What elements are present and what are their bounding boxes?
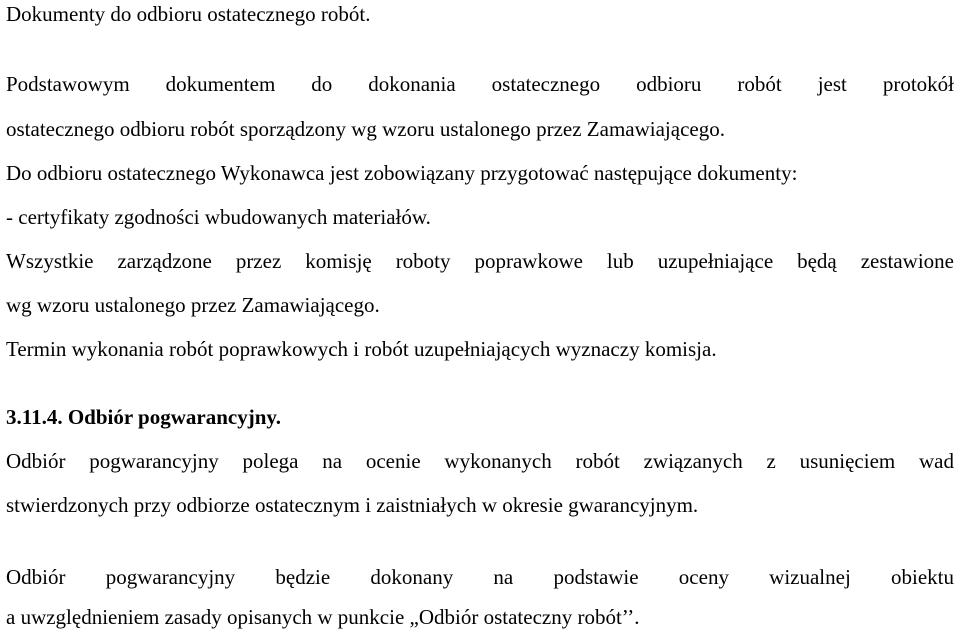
paragraph-line-5: Wszystkie zarządzone przez komisję roboty poprawkowe lub uzupełniające będą zestawione — [6, 249, 954, 273]
paragraph-line-7: Termin wykonania robót poprawkowych i robót uzupełniających wyznaczy komisja. — [6, 337, 717, 361]
section-paragraph-line-3: Odbiór pogwarancyjny będzie dokonany na podstawie oceny wizualnej obiektu — [6, 565, 954, 589]
paragraph-line-1: Podstawowym dokumentem do dokonania ostatecznego odbioru robót jest protokół — [6, 72, 954, 96]
section-paragraph-line-1: Odbiór pogwarancyjny polega na ocenie wykonanych robót związanych z usunięciem wad — [6, 449, 954, 473]
section-paragraph-line-4: a uwzględnieniem zasady opisanych w punkcie „Odbiór ostateczny robót’’. — [6, 605, 640, 629]
paragraph-line-3: Do odbioru ostatecznego Wykonawca jest zobowiązany przygotować następujące dokumenty: — [6, 161, 798, 185]
section-paragraph-line-2: stwierdzonych przy odbiorze ostatecznym i zaistniałych w okresie gwarancyjnym. — [6, 493, 699, 517]
paragraph-line-6: wg wzoru ustalonego przez Zamawiającego. — [6, 293, 380, 317]
paragraph-line-4: - certyfikaty zgodności wbudowanych materiałów. — [6, 205, 431, 229]
section-heading: 3.11.4. Odbiór pogwarancyjny. — [6, 405, 281, 429]
paragraph-line-2: ostatecznego odbioru robót sporządzony wg wzoru ustalonego przez Zamawiającego. — [6, 117, 725, 141]
line-heading-dokumenty: Dokumenty do odbioru ostatecznego robót. — [6, 2, 371, 26]
